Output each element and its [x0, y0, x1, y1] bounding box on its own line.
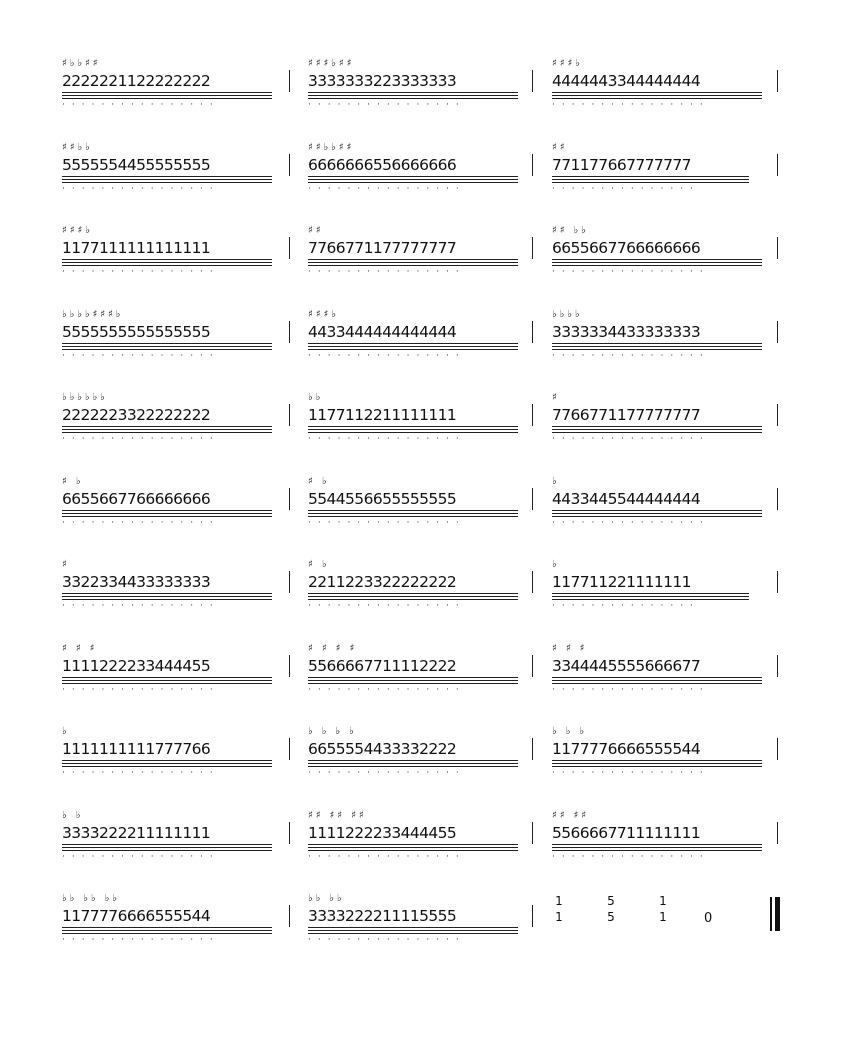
beam-line	[552, 432, 762, 433]
barline	[289, 571, 290, 593]
beam-line	[62, 766, 272, 767]
note-digits: 2211223322222222	[308, 573, 457, 591]
octave-dots: ················	[308, 684, 466, 695]
octave-dots: ················	[308, 267, 466, 277]
note-digits: 1111222233444455	[308, 823, 457, 842]
measure	[308, 726, 516, 778]
chord-note: 1	[659, 894, 667, 908]
beam-line	[308, 182, 518, 183]
beam-line	[308, 513, 518, 514]
accidentals: ♭ ♭ ♭	[552, 726, 588, 737]
beam-line	[308, 596, 518, 597]
barline	[777, 70, 778, 92]
octave-dots: ················	[308, 601, 466, 611]
accidentals: ♭♭♭♭	[552, 308, 583, 320]
accidentals: ♯♯ ♯♯ ♯♯	[308, 809, 367, 821]
beam-line	[62, 760, 272, 761]
beam-line	[308, 933, 518, 934]
beam-line	[308, 429, 518, 430]
measure	[308, 58, 516, 110]
accidentals: ♭	[552, 559, 560, 570]
note-digits: 6655554433332222	[308, 740, 457, 758]
beam-line	[552, 599, 749, 600]
beam-line	[308, 850, 518, 851]
measure	[308, 809, 516, 862]
measure	[62, 225, 272, 277]
accidentals: ♯♯♭♭♯♯	[308, 141, 355, 153]
barline	[532, 738, 533, 760]
beam-line	[308, 262, 518, 263]
octave-dots: ················	[308, 183, 466, 194]
measure	[308, 559, 516, 611]
final-barline-thin	[770, 897, 772, 931]
measure	[552, 392, 758, 444]
octave-dots: ················	[62, 183, 220, 194]
barline	[777, 738, 778, 760]
measure	[552, 141, 758, 194]
barline	[532, 154, 533, 176]
measure	[552, 475, 758, 528]
accidentals: ♯♯♭♭	[62, 141, 93, 153]
beam-line	[62, 429, 272, 430]
barline	[532, 905, 533, 927]
accidentals: ♭	[62, 726, 70, 737]
beam-line	[308, 593, 518, 594]
accidentals: ♯♯♯♭	[308, 308, 339, 320]
note-digits: 5566667711111111	[552, 823, 701, 842]
beam-line	[308, 680, 518, 681]
barline	[532, 404, 533, 426]
measure	[62, 58, 272, 110]
note-digits: 5555554455555555	[62, 155, 211, 174]
octave-dots: ················	[552, 267, 710, 277]
beam-line	[308, 510, 518, 511]
note-digits: 1111222233444455	[62, 656, 211, 675]
octave-dots: ················	[308, 100, 466, 110]
beam-line	[308, 349, 518, 350]
measure	[308, 475, 516, 528]
note-digits: 6655667766666666	[552, 239, 701, 257]
measure	[308, 392, 516, 444]
octave-dots: ················	[62, 601, 220, 611]
octave-dots: ···············	[552, 183, 700, 194]
octave-dots: ················	[62, 935, 220, 945]
beam-line	[552, 516, 762, 517]
note-digits: 5555555555555555	[62, 322, 211, 341]
beam-line	[62, 847, 272, 848]
octave-dots: ················	[552, 434, 710, 444]
beam-line	[62, 516, 272, 517]
beam-line	[552, 510, 762, 511]
accidentals: ♯♯ ♯♯	[552, 809, 590, 821]
barline	[289, 822, 290, 844]
barline	[532, 488, 533, 510]
note-digits: 7766771177777777	[308, 239, 457, 257]
octave-dots: ················	[62, 350, 220, 361]
beam-line	[308, 92, 518, 93]
chord-note: 1	[555, 894, 563, 908]
beam-line	[308, 847, 518, 848]
beam-line	[308, 95, 518, 96]
accidentals: ♯ ♯ ♯	[552, 642, 588, 654]
beam-line	[62, 262, 272, 263]
beam-line	[62, 432, 272, 433]
beam-line	[62, 510, 272, 511]
measure	[552, 225, 758, 277]
octave-dots: ················	[62, 100, 220, 110]
beam-line	[308, 677, 518, 678]
octave-dots: ················	[552, 684, 710, 695]
beam-line	[552, 179, 749, 180]
beam-line	[552, 683, 762, 684]
octave-dots: ················	[62, 434, 220, 444]
measure	[552, 726, 758, 778]
beam-line	[62, 349, 272, 350]
note-digits: 4444443344444444	[552, 72, 701, 90]
barline	[289, 154, 290, 176]
barline	[289, 321, 290, 343]
note-digits: 2222221122222222	[62, 72, 211, 90]
accidentals: ♯ ♯ ♯	[62, 642, 98, 654]
beam-line	[62, 677, 272, 678]
beam-line	[552, 182, 749, 183]
accidentals: ♯♯	[552, 141, 568, 153]
octave-dots: ················	[308, 517, 466, 528]
chord-note: 1	[555, 910, 563, 924]
note-digits: 3344445555666677	[552, 656, 701, 675]
barline	[289, 905, 290, 927]
note-digits: 1177776666555544	[552, 740, 701, 758]
beam-line	[552, 763, 762, 764]
octave-dots: ················	[62, 768, 220, 778]
octave-dots: ················	[552, 768, 710, 778]
measure	[62, 726, 272, 778]
beam-line	[308, 176, 518, 177]
chord-note: 1	[659, 910, 667, 924]
beam-line	[308, 265, 518, 266]
accidentals: ♭♭♭♭♭♭	[62, 392, 108, 403]
note-digits: 3333222211111111	[62, 823, 211, 842]
beam-line	[552, 677, 762, 678]
accidentals: ♭♭	[308, 392, 324, 403]
accidentals: ♭ ♭ ♭ ♭	[308, 726, 357, 737]
octave-dots: ················	[62, 684, 220, 695]
note-digits: 1111111111777766	[62, 740, 211, 758]
octave-dots: ················	[62, 851, 220, 862]
measure	[552, 58, 758, 110]
note-digits: 1177111111111111	[62, 239, 211, 257]
accidentals: ♭♭ ♭♭ ♭♭	[62, 893, 120, 904]
beam-line	[62, 593, 272, 594]
barline	[532, 571, 533, 593]
beam-line	[552, 346, 762, 347]
measure	[62, 392, 272, 444]
chord-note: 5	[607, 894, 615, 908]
beam-line	[552, 343, 762, 344]
measure	[62, 809, 272, 862]
accidentals: ♯ ♭	[308, 559, 330, 570]
final-barline-thick	[775, 897, 780, 931]
note-digits: 3322334433333333	[62, 573, 211, 591]
accidentals: ♯	[62, 559, 70, 570]
accidentals: ♭♭ ♭♭	[308, 893, 345, 904]
beam-line	[552, 98, 762, 99]
beam-line	[62, 927, 272, 928]
measure	[308, 642, 516, 695]
beam-line	[308, 98, 518, 99]
beam-line	[62, 426, 272, 427]
beam-line	[62, 513, 272, 514]
barline	[532, 321, 533, 343]
beam-line	[552, 92, 762, 93]
beam-line	[62, 933, 272, 934]
measure	[308, 141, 516, 194]
note-digits: 3333222211115555	[308, 907, 457, 925]
octave-dots: ················	[552, 851, 710, 862]
beam-line	[308, 259, 518, 260]
accidentals: ♯♯	[308, 225, 324, 236]
beam-line	[308, 927, 518, 928]
note-digits: 771177667777777	[552, 155, 691, 174]
chord	[552, 895, 566, 927]
note-digits: 7766771177777777	[552, 406, 701, 424]
measure	[308, 225, 516, 277]
beam-line	[552, 265, 762, 266]
barline	[532, 655, 533, 677]
note-digits: 6666666556666666	[308, 155, 457, 174]
beam-line	[62, 343, 272, 344]
beam-line	[308, 346, 518, 347]
beam-line	[62, 596, 272, 597]
beam-line	[552, 426, 762, 427]
beam-line	[552, 844, 762, 845]
measure	[62, 475, 272, 528]
beam-line	[62, 850, 272, 851]
beam-line	[62, 179, 272, 180]
measure	[308, 893, 516, 945]
barline	[289, 655, 290, 677]
barline	[289, 404, 290, 426]
beam-line	[552, 429, 762, 430]
octave-dots: ················	[308, 851, 466, 862]
beam-line	[62, 95, 272, 96]
octave-dots: ················	[62, 267, 220, 277]
beam-line	[552, 513, 762, 514]
barline	[777, 571, 778, 593]
note-digits: 5566667711112222	[308, 656, 457, 675]
beam-line	[308, 179, 518, 180]
beam-line	[552, 176, 749, 177]
note-digits: 2222223322222222	[62, 406, 211, 424]
beam-line	[308, 426, 518, 427]
beam-line	[308, 930, 518, 931]
beam-line	[308, 763, 518, 764]
barline	[777, 154, 778, 176]
accidentals: ♯♯♯♭	[62, 225, 93, 236]
note-digits: 1177112211111111	[308, 406, 457, 424]
measure	[62, 893, 272, 945]
chord-note: 5	[607, 910, 615, 924]
beam-line	[62, 599, 272, 600]
accidentals: ♭	[552, 475, 560, 487]
octave-dots: ················	[308, 434, 466, 444]
note-digits: 6655667766666666	[62, 489, 211, 508]
beam-line	[552, 95, 762, 96]
measure	[308, 308, 516, 361]
beam-line	[308, 343, 518, 344]
note-digits: 3333333223333333	[308, 72, 457, 90]
accidentals: ♯ ♭	[62, 475, 84, 487]
beam-line	[308, 844, 518, 845]
octave-dots: ················	[308, 350, 466, 361]
octave-dots: ················	[308, 935, 466, 945]
beam-line	[62, 763, 272, 764]
beam-line	[308, 599, 518, 600]
barline	[289, 488, 290, 510]
beam-line	[62, 683, 272, 684]
note-digits: 3333334433333333	[552, 322, 701, 341]
beam-line	[308, 683, 518, 684]
beam-line	[62, 92, 272, 93]
octave-dots: ················	[552, 100, 710, 110]
accidentals: ♯♯♯♭	[552, 58, 583, 69]
beam-line	[62, 98, 272, 99]
barline	[777, 237, 778, 259]
beam-line	[552, 593, 749, 594]
measure	[62, 642, 272, 695]
measure	[62, 308, 272, 361]
accidentals: ♯ ♭	[308, 475, 330, 487]
barline	[777, 822, 778, 844]
beam-line	[62, 346, 272, 347]
beam-line	[552, 847, 762, 848]
accidentals: ♭♭♭♭♯♯♯♭	[62, 308, 124, 320]
octave-dots: ················	[552, 517, 710, 528]
beam-line	[552, 596, 749, 597]
beam-line	[62, 930, 272, 931]
barline	[289, 70, 290, 92]
beam-line	[552, 259, 762, 260]
measure	[62, 141, 272, 194]
beam-line	[552, 760, 762, 761]
barline	[289, 738, 290, 760]
chord	[656, 895, 670, 927]
barline	[289, 237, 290, 259]
barline	[532, 70, 533, 92]
measure	[552, 308, 758, 361]
accidentals: ♭ ♭	[62, 809, 84, 821]
note-digits: 5544556655555555	[308, 489, 457, 508]
barline	[777, 321, 778, 343]
chord	[604, 895, 618, 927]
beam-line	[552, 262, 762, 263]
beam-line	[308, 766, 518, 767]
beam-line	[62, 844, 272, 845]
beam-line	[308, 760, 518, 761]
beam-line	[62, 265, 272, 266]
note-digits: 1177776666555544	[62, 907, 211, 925]
rest: 0	[704, 911, 713, 926]
note-digits: 4433445544444444	[552, 489, 701, 508]
octave-dots: ················	[552, 350, 710, 361]
beam-line	[62, 259, 272, 260]
note-digits: 117711221111111	[552, 573, 691, 591]
accidentals: ♯	[552, 392, 560, 403]
barline	[777, 655, 778, 677]
measure	[552, 809, 758, 862]
beam-line	[62, 680, 272, 681]
octave-dots: ················	[308, 768, 466, 778]
accidentals: ♯♭♭♯♯	[62, 58, 101, 69]
octave-dots: ···············	[552, 601, 700, 611]
barline	[777, 404, 778, 426]
beam-line	[62, 176, 272, 177]
beam-line	[552, 680, 762, 681]
measure	[552, 895, 758, 941]
measure	[552, 642, 758, 695]
barline	[777, 488, 778, 510]
beam-line	[552, 850, 762, 851]
beam-line	[308, 516, 518, 517]
beam-line	[552, 349, 762, 350]
beam-line	[62, 182, 272, 183]
accidentals: ♯♯♯♭♯♯	[308, 58, 355, 69]
measure	[62, 559, 272, 611]
measure	[552, 559, 758, 611]
beam-line	[552, 766, 762, 767]
octave-dots: ················	[62, 517, 220, 528]
note-digits: 4433444444444444	[308, 322, 457, 341]
accidentals: ♯ ♯ ♯ ♯	[308, 642, 358, 654]
barline	[532, 822, 533, 844]
barline	[532, 237, 533, 259]
accidentals: ♯♯ ♭♭	[552, 225, 589, 236]
beam-line	[308, 432, 518, 433]
